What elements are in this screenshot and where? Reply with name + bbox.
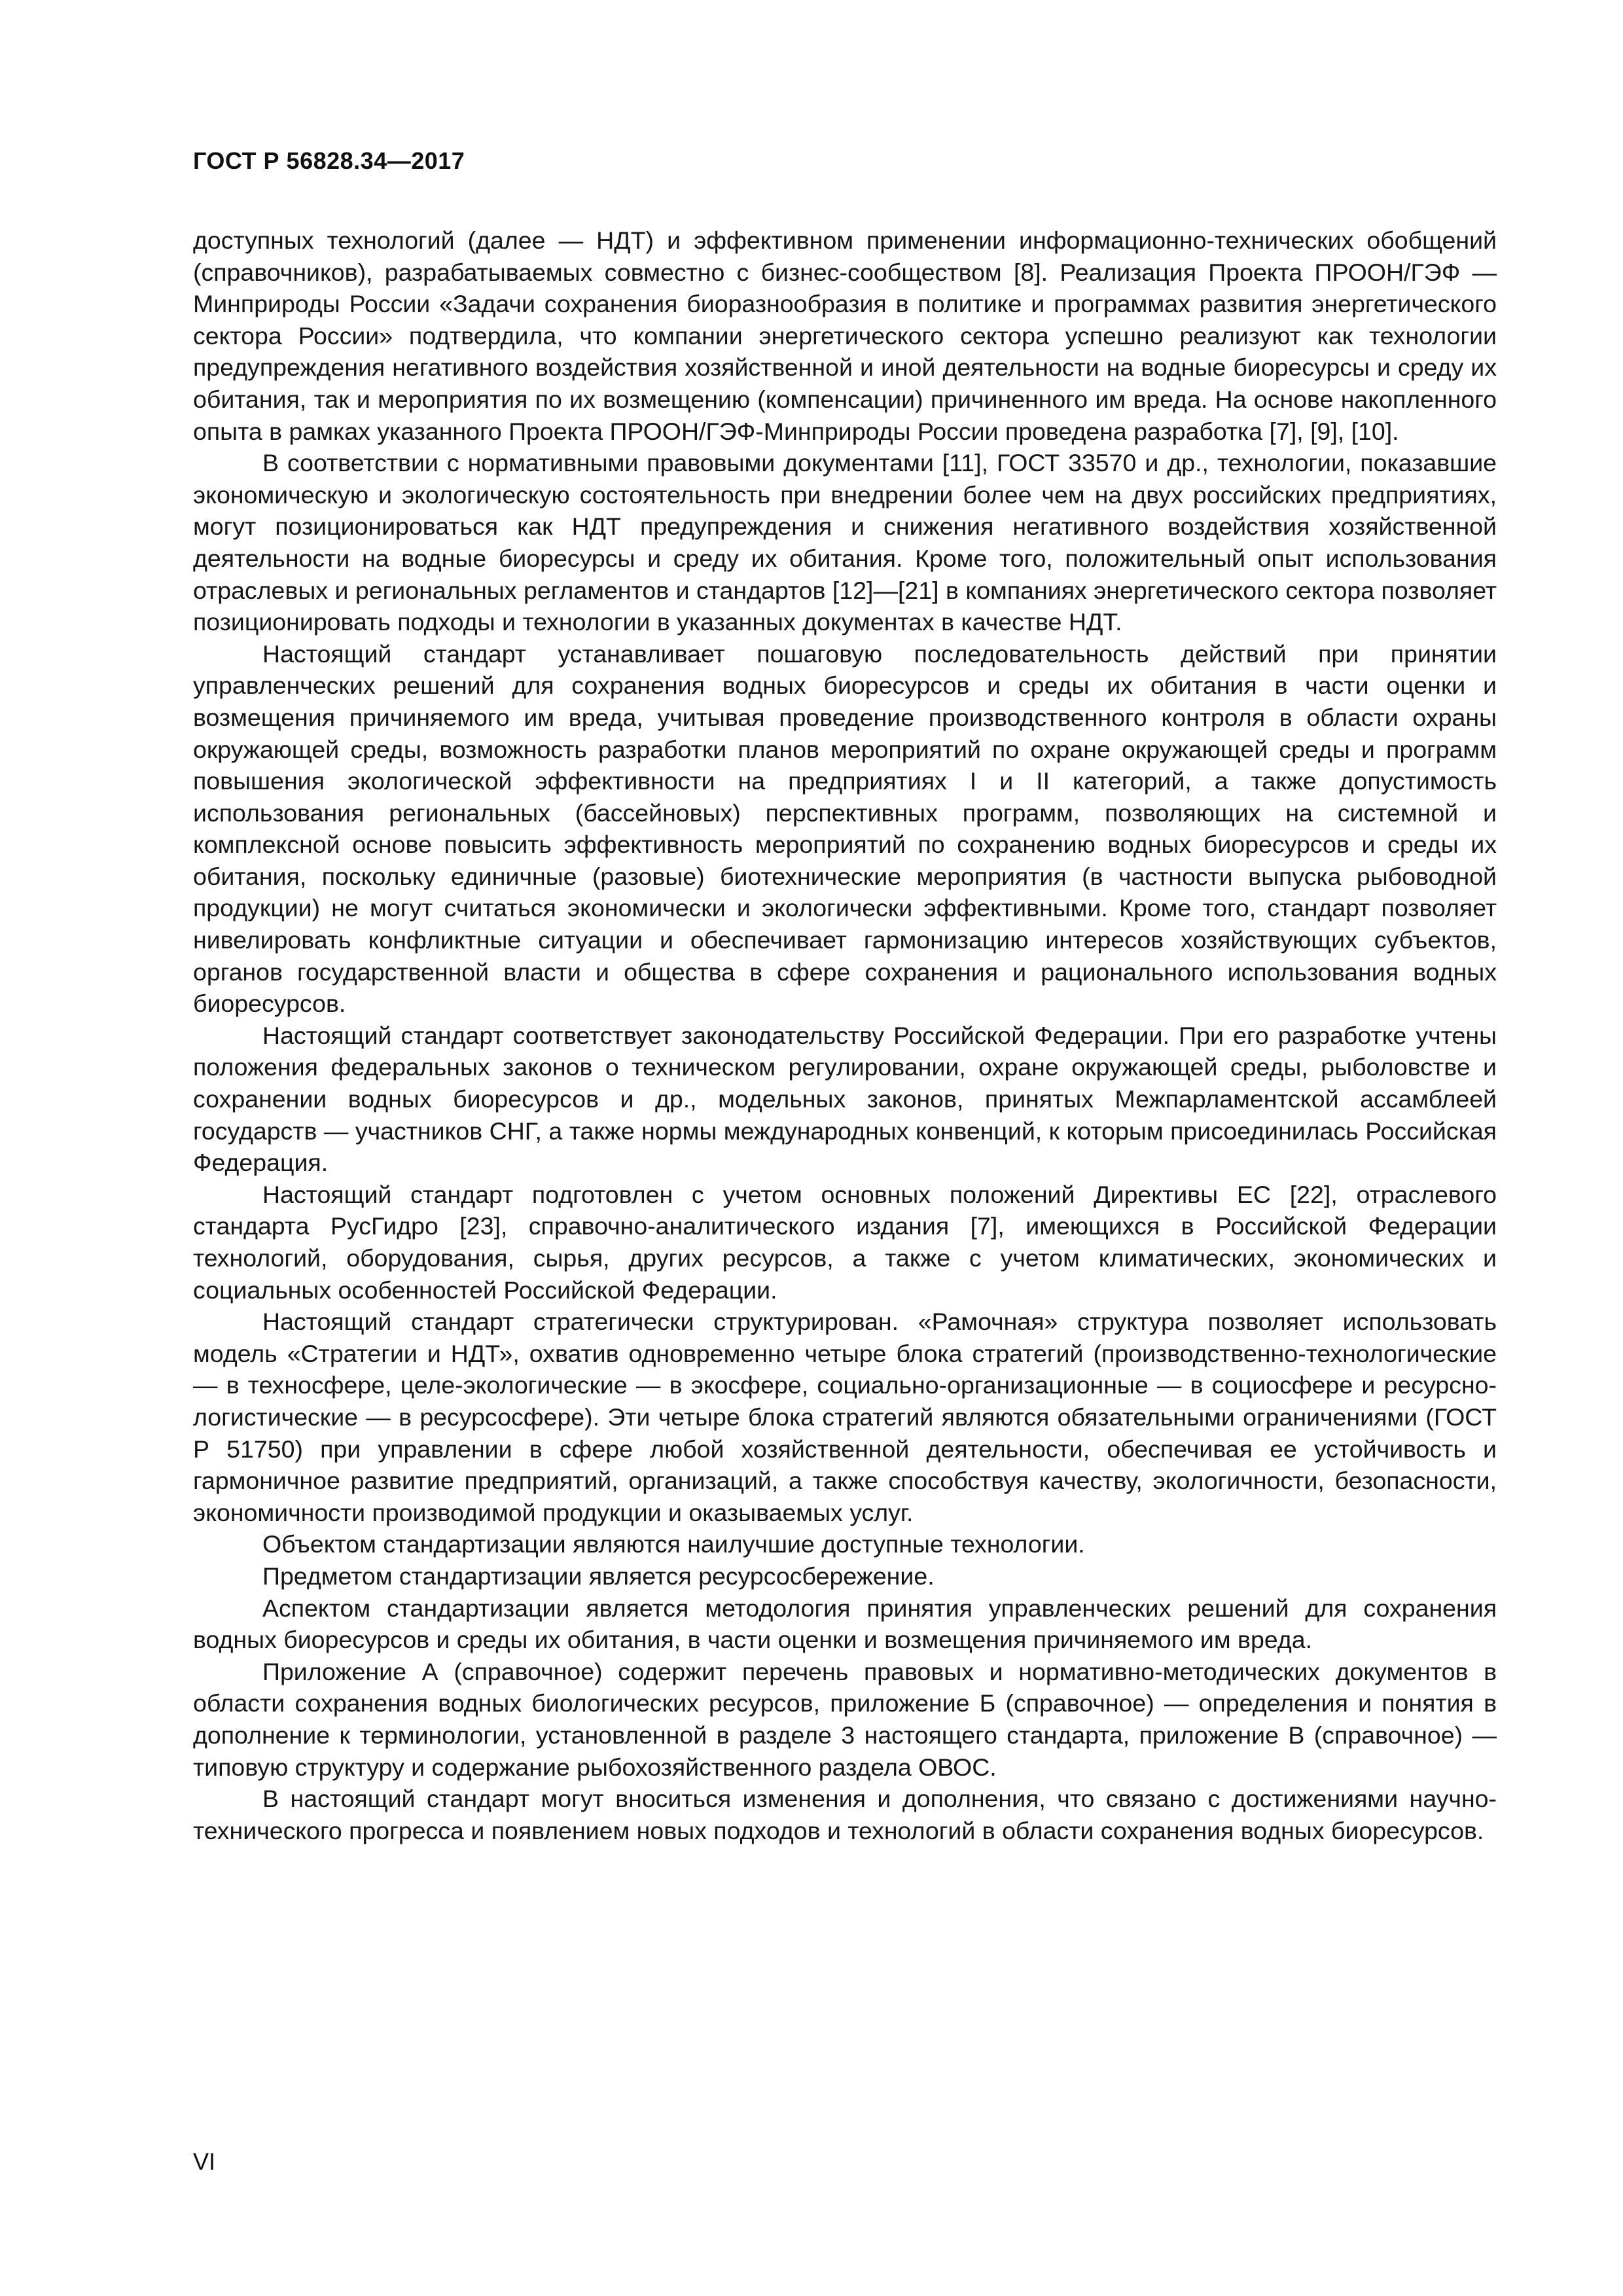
paragraph-strategic-structure: Настоящий стандарт стратегически структурирован. «Рамочная» структура позволяет использовать модель «Стратегии и НДТ», охватив одновременно четыре блока стратегий (производственно-технологические — в техносфере, целе-экологические — в экосфере, социально-организационные — в социосфере и ресурсно-логистические — в ресурсосфере). Эти четыре блока стратегий являются обязательными ограничениями (ГОСТ Р 51750) при управлении в сфере любой хозяйственной деятельности, обеспечивая ее устойчивость и гармоничное развитие предприятий, организаций, а также способствуя качеству, экологичности, безопасности, экономичности производимой продукции и оказываемых услуг. xyxy=(193,1308,1497,1526)
paragraph-standard-procedure: Настоящий стандарт устанавливает пошаговую последовательность действий при принятии управленческих решений для сохранения водных биоресурсов и среды их обитания в части оценки и возмещения причиняемого им вреда, учитывая проведение производственного контроля в области охраны окружающей среды, возможность разработки планов мероприятий по охране окружающей среды и программ повышения экологической эффективности на предприятиях I и II категорий, а также допустимость использования региональных (бассейновых) перспективных программ, позволяющих на системной и комплексной основе повысить эффективность мероприятий по сохранению водных биоресурсов и среды их обитания, поскольку единичные (разовые) биотехнические мероприятия (в частности выпуска рыбоводной продукции) не могут считаться экономически и экологически эффективными. Кроме того, стандарт позволяет нивелировать конфликтные ситуации и обеспечивает гармонизацию интересов хозяйствующих субъектов, органов государственной власти и общества в сфере сохранения и рационального использования водных биоресурсов. xyxy=(193,639,1497,1018)
standard-code-header: ГОСТ Р 56828.34—2017 xyxy=(193,147,465,174)
paragraph-standardization-subject: Предметом стандартизации является ресурсосбережение. xyxy=(262,1562,935,1590)
paragraph-eu-directive-basis: Настоящий стандарт подготовлен с учетом основных положений Директивы ЕС [22], отраслевого стандарта РусГидро [23], справочно-аналитического издания [7], имеющихся в Российской Федерации технологий, оборудования, сырья, других ресурсов, а также с учетом климатических, экономических и социальных особенностей Российской Федерации. xyxy=(193,1180,1497,1304)
paragraph-standardization-aspect: Аспектом стандартизации является методология принятия управленческих решений для сохранения водных биоресурсов и среды их обитания, в части оценки и возмещения причиняемого им вреда. xyxy=(193,1594,1497,1654)
document-body xyxy=(193,224,1497,1846)
paragraph-normative-documents: В соответствии с нормативными правовыми документами [11], ГОСТ 33570 и др., технологии, показавшие экономическую и экологическую состоятельность при внедрении более чем на двух российских предприятиях, могут позиционироваться как НДТ предупреждения и снижения негативного воздействия хозяйственной деятельности на водные биоресурсы и среду их обитания. Кроме того, положительный опыт использования отраслевых и региональных регламентов и стандартов [12]—[21] в компаниях энергетического сектора позволяет позиционировать подходы и технологии в указанных документах в качестве НДТ. xyxy=(193,449,1497,636)
page-number: VI xyxy=(193,2148,216,2175)
paragraph-continued-ndt-intro: доступных технологий (далее — НДТ) и эффективном применении информационно-технических обобщений (справочников), разрабатываемых совместно с бизнес-сообществом [8]. Реализация Проекта ПРООН/ГЭФ — Минприроды России «Задачи сохранения биоразнообразия в политике и программах развития энергетического сектора России» подтвердила, что компании энергетического сектора успешно реализуют как технологии предупреждения негативного воздействия хозяйственной и иной деятельности на водные биоресурсы и среду их обитания, так и мероприятия по их возмещению (компенсации) причиненного им вреда. На основе накопленного опыта в рамках указанного Проекта ПРООН/ГЭФ-Минприроды России проведена разработка [7], [9], [10]. xyxy=(193,226,1497,445)
paragraph-appendices-overview: Приложение А (справочное) содержит перечень правовых и нормативно-методических документов в области сохранения водных биологических ресурсов, приложение Б (справочное) — определения и понятия в дополнение к терминологии, установленной в разделе 3 настоящего стандарта, приложение В (справочное) — типовую структуру и содержание рыбохозяйственного раздела ОВОС. xyxy=(193,1657,1497,1781)
paragraph-amendments-note: В настоящий стандарт могут вноситься изменения и дополнения, что связано с достижениями научно-технического прогресса и появлением новых подходов и технологий в области сохранения водных биоресурсов. xyxy=(193,1785,1497,1844)
paragraph-legislation-compliance: Настоящий стандарт соответствует законодательству Российской Федерации. При его разработке учтены положения федеральных законов о техническом регулировании, охране окружающей среды, рыболовстве и сохранении водных биоресурсов и др., модельных законов, принятых Межпарламентской ассамблеей государств — участников СНГ, а также нормы международных конвенций, к которым присоединилась Российская Федерация. xyxy=(193,1021,1497,1177)
paragraph-standardization-object: Объектом стандартизации являются наилучшие доступные технологии. xyxy=(262,1530,1085,1558)
